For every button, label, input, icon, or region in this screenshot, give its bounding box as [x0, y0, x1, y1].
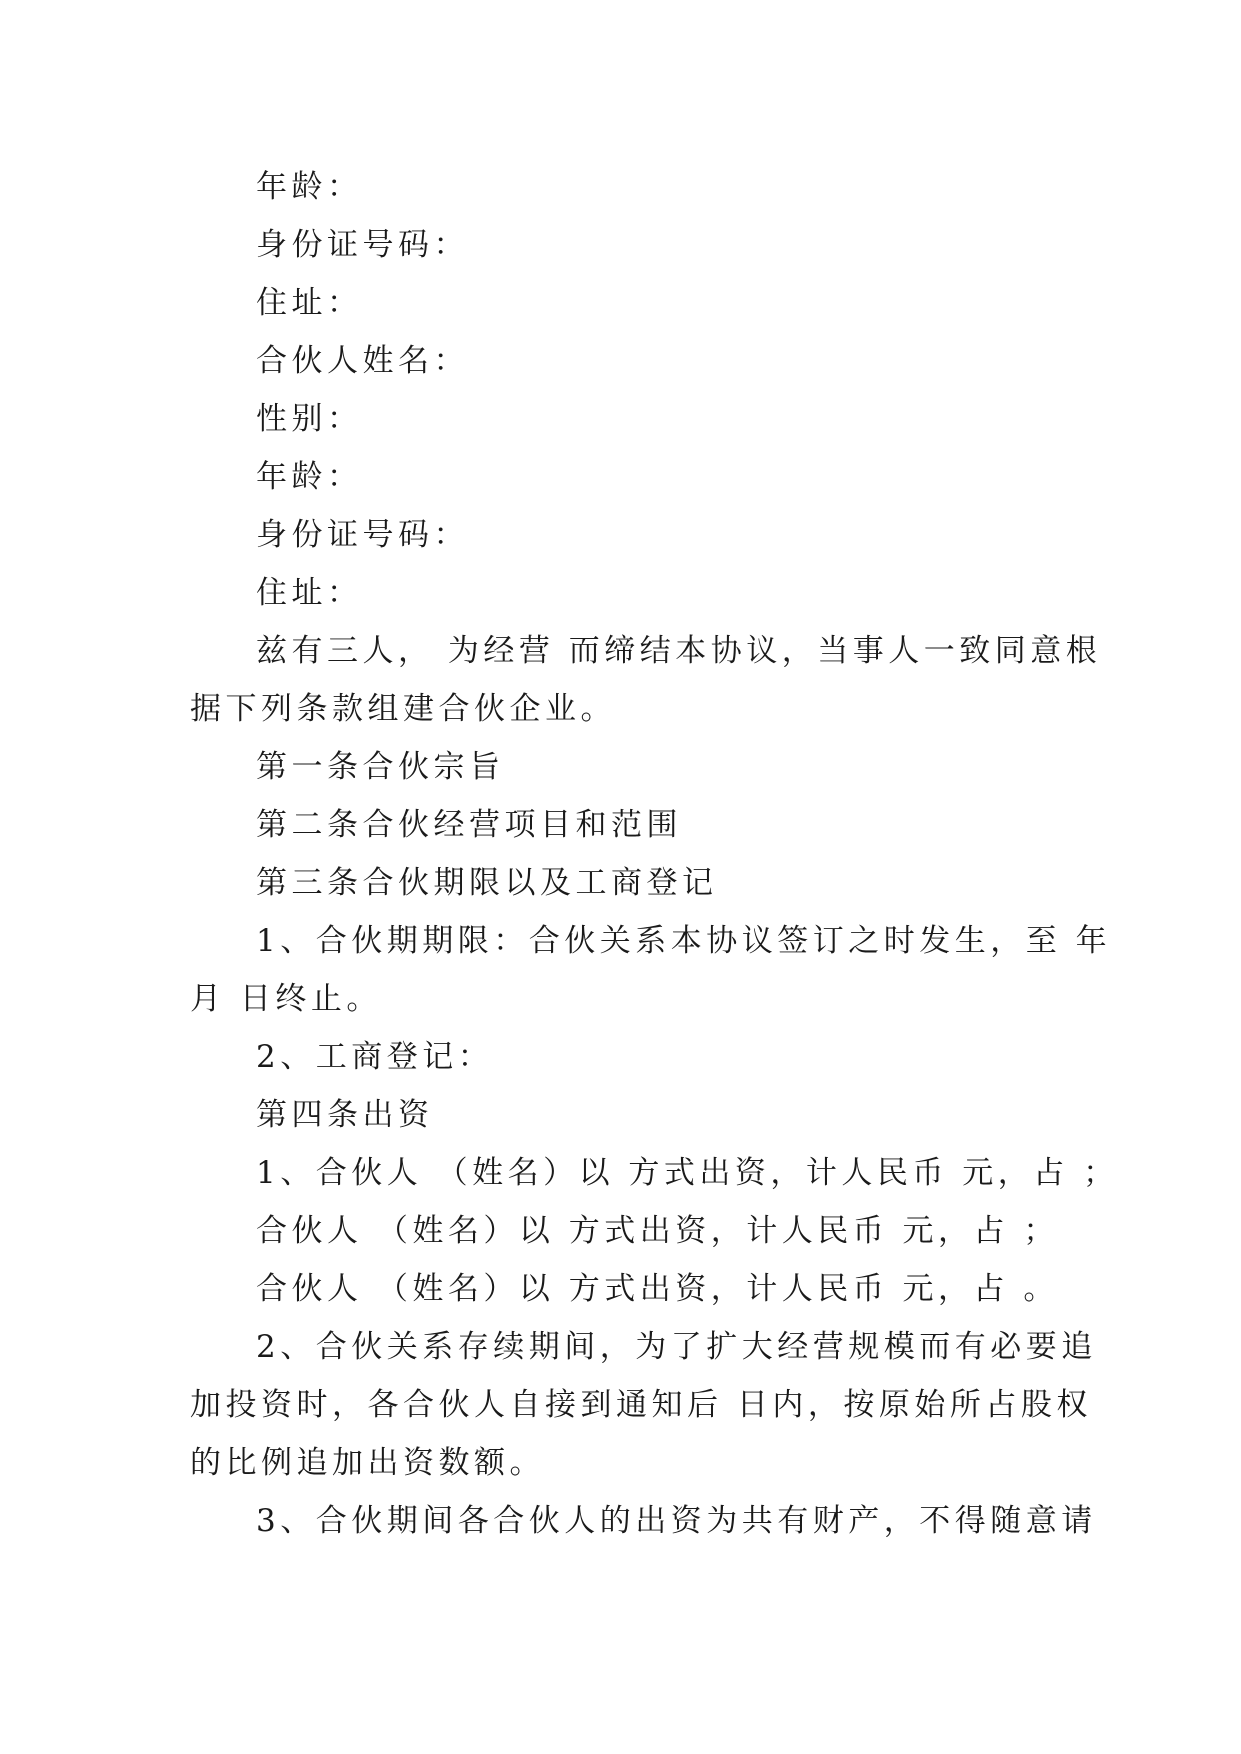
article-4-item-3-line-1: 3、合伙期间各合伙人的出资为共有财产，不得随意请 — [256, 1503, 1097, 1539]
field-gender-label: 性别： — [256, 401, 363, 437]
field-id-number-label-2: 身份证号码： — [256, 517, 469, 553]
article-4-heading: 第四条出资 — [256, 1097, 434, 1133]
preamble-paragraph-line-1: 兹有三人， 为经营 而缔结本协议，当事人一致同意根 — [256, 633, 1102, 669]
article-3-item-1-line-1: 1、合伙期期限：合伙关系本协议签订之时发生，至 年 — [256, 923, 1112, 959]
article-3-item-1-line-2: 月 日终止。 — [190, 981, 382, 1017]
article-4-item-1-line-1: 1、合伙人 （姓名）以 方式出资，计人民币 元，占 ； — [256, 1155, 1119, 1191]
article-4-item-2-line-3: 的比例追加出资数额。 — [190, 1445, 545, 1481]
article-3-item-2: 2、工商登记： — [256, 1039, 494, 1075]
field-partner-name-label: 合伙人姓名： — [256, 343, 469, 379]
article-3-heading: 第三条合伙期限以及工商登记 — [256, 865, 718, 901]
article-4-item-1-line-3: 合伙人 （姓名）以 方式出资，计人民币 元，占 。 — [256, 1271, 1059, 1307]
article-4-item-2-line-1: 2、合伙关系存续期间，为了扩大经营规模而有必要追 — [256, 1329, 1097, 1365]
article-4-item-2-line-2: 加投资时，各合伙人自接到通知后 日内，按原始所占股权 — [190, 1387, 1092, 1423]
field-address-label-2: 住址： — [256, 575, 363, 611]
field-age-label-2: 年龄： — [256, 459, 363, 495]
article-1-heading: 第一条合伙宗旨 — [256, 749, 505, 785]
preamble-paragraph-line-2: 据下列条款组建合伙企业。 — [190, 691, 616, 727]
field-age-label: 年龄： — [256, 169, 363, 205]
field-address-label: 住址： — [256, 285, 363, 321]
field-id-number-label: 身份证号码： — [256, 227, 469, 263]
article-4-item-1-line-2: 合伙人 （姓名）以 方式出资，计人民币 元，占 ； — [256, 1213, 1059, 1249]
article-2-heading: 第二条合伙经营项目和范围 — [256, 807, 682, 843]
